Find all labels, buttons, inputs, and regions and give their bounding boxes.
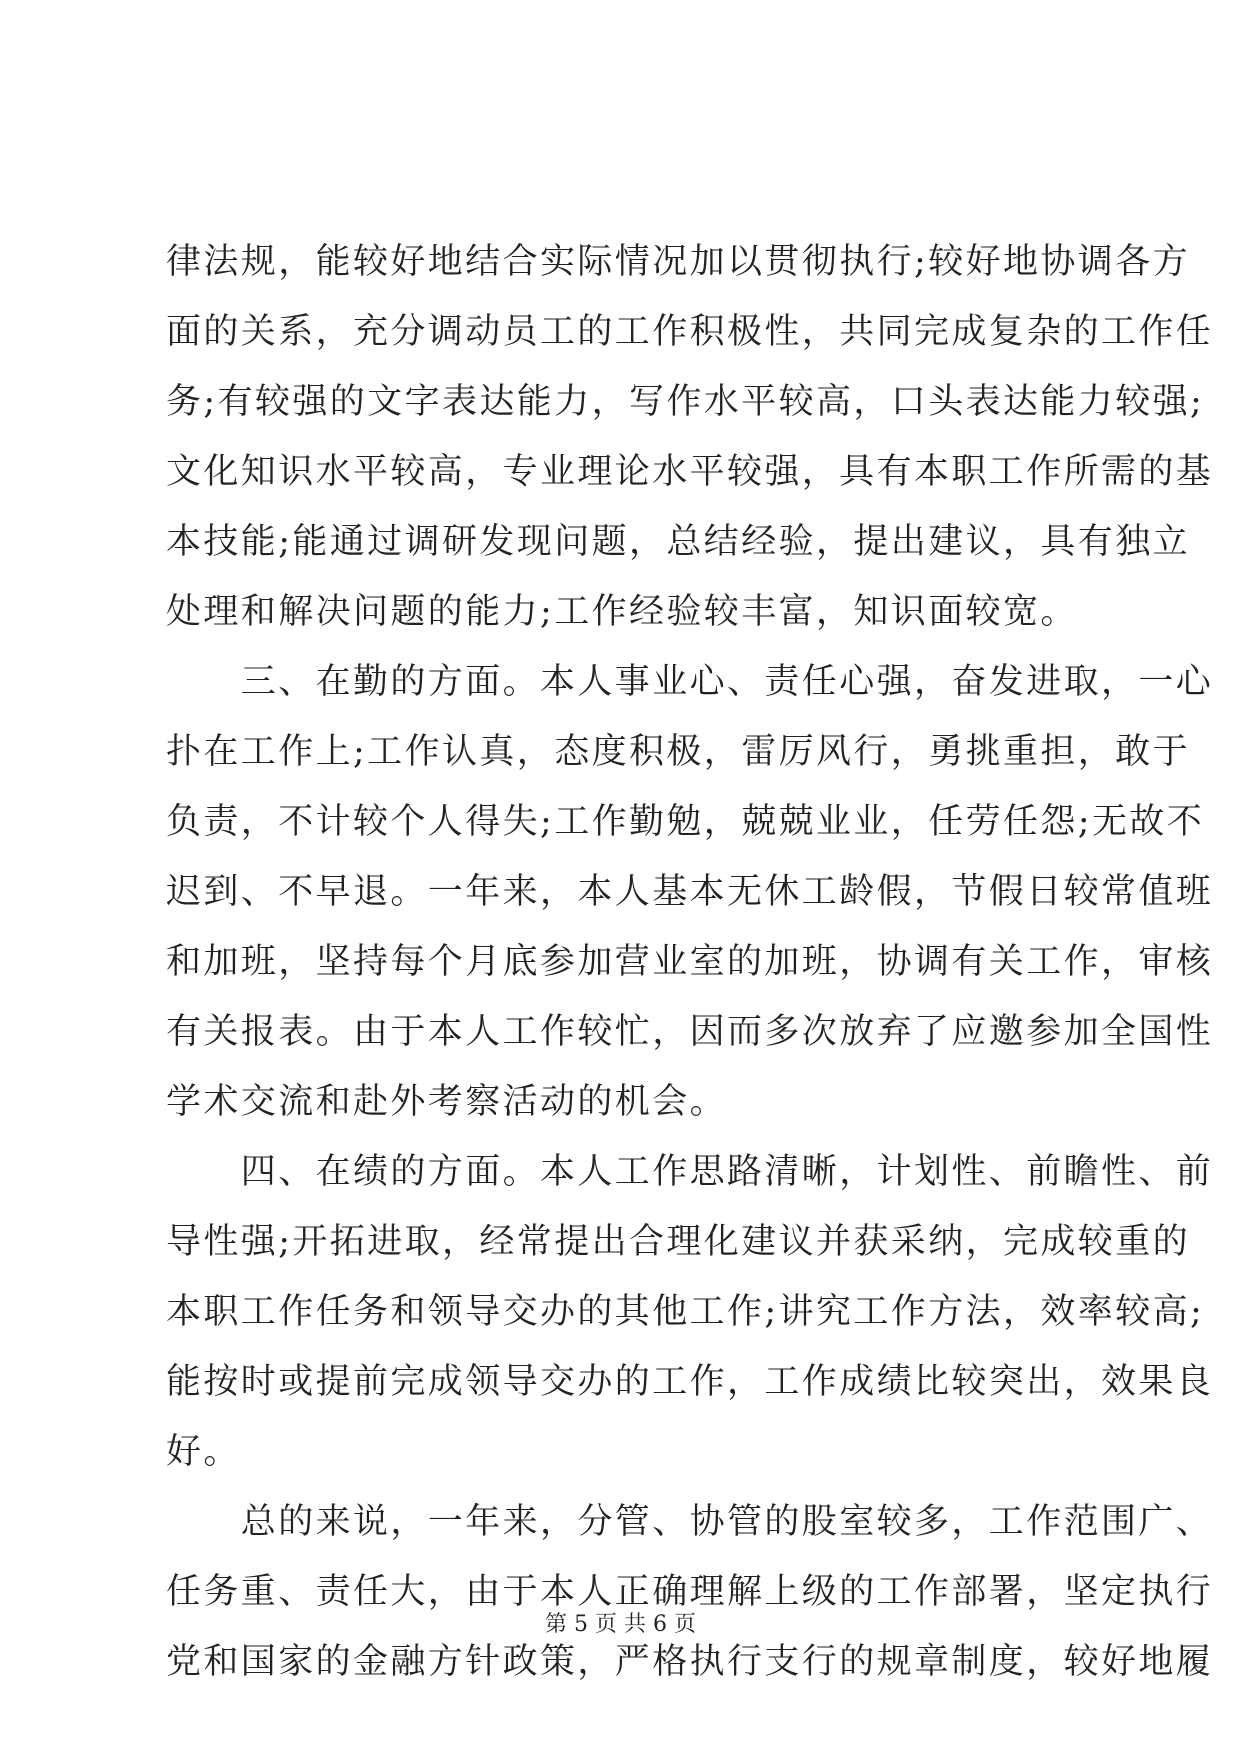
text-line: 律法规，能较好地结合实际情况加以贯彻执行;较好地协调各方	[166, 242, 1190, 282]
text-line: 党和国家的金融方针政策，严格执行支行的规章制度，较好地履	[166, 1642, 1214, 1682]
text-line: 三、在勤的方面。本人事业心、责任心强，奋发进取，一心	[166, 662, 1214, 702]
text-line: 四、在绩的方面。本人工作思路清晰，计划性、前瞻性、前	[166, 1152, 1214, 1192]
text-line: 文化知识水平较高，专业理论水平较强，具有本职工作所需的基	[166, 452, 1214, 492]
text-line: 有关报表。由于本人工作较忙，因而多次放弃了应邀参加全国性	[166, 1012, 1214, 1052]
text-line: 面的关系，充分调动员工的工作积极性，共同完成复杂的工作任	[166, 312, 1214, 352]
text-line: 能按时或提前完成领导交办的工作，工作成绩比较突出，效果良	[166, 1362, 1214, 1402]
text-line: 学术交流和赴外考察活动的机会。	[166, 1082, 728, 1122]
text-line: 处理和解决问题的能力;工作经验较丰富，知识面较宽。	[166, 592, 1078, 632]
text-line: 导性强;开拓进取，经常提出合理化建议并获采纳，完成较重的	[166, 1222, 1190, 1262]
text-line: 迟到、不早退。一年来，本人基本无休工龄假，节假日较常值班	[166, 872, 1214, 912]
text-line: 好。	[166, 1432, 241, 1472]
text-line: 任务重、责任大，由于本人正确理解上级的工作部署，坚定执行	[166, 1572, 1214, 1612]
text-line: 扑在工作上;工作认真，态度积极，雷厉风行，勇挑重担，敢于	[166, 732, 1190, 772]
text-line: 总的来说，一年来，分管、协管的股室较多，工作范围广、	[166, 1502, 1214, 1542]
text-line: 负责，不计较个人得失;工作勤勉，兢兢业业，任劳任怨;无故不	[166, 802, 1205, 842]
text-line: 务;有较强的文字表达能力，写作水平较高，口头表达能力较强;	[166, 382, 1205, 422]
page-footer: 第 5 页 共 6 页	[545, 1612, 696, 1637]
text-line: 本职工作任务和领导交办的其他工作;讲究工作方法，效率较高;	[166, 1292, 1205, 1332]
text-line: 和加班，坚持每个月底参加营业室的加班，协调有关工作，审核	[166, 942, 1214, 982]
document-body	[166, 227, 1214, 1697]
text-line: 本技能;能通过调研发现问题，总结经验，提出建议，具有独立	[166, 522, 1190, 562]
